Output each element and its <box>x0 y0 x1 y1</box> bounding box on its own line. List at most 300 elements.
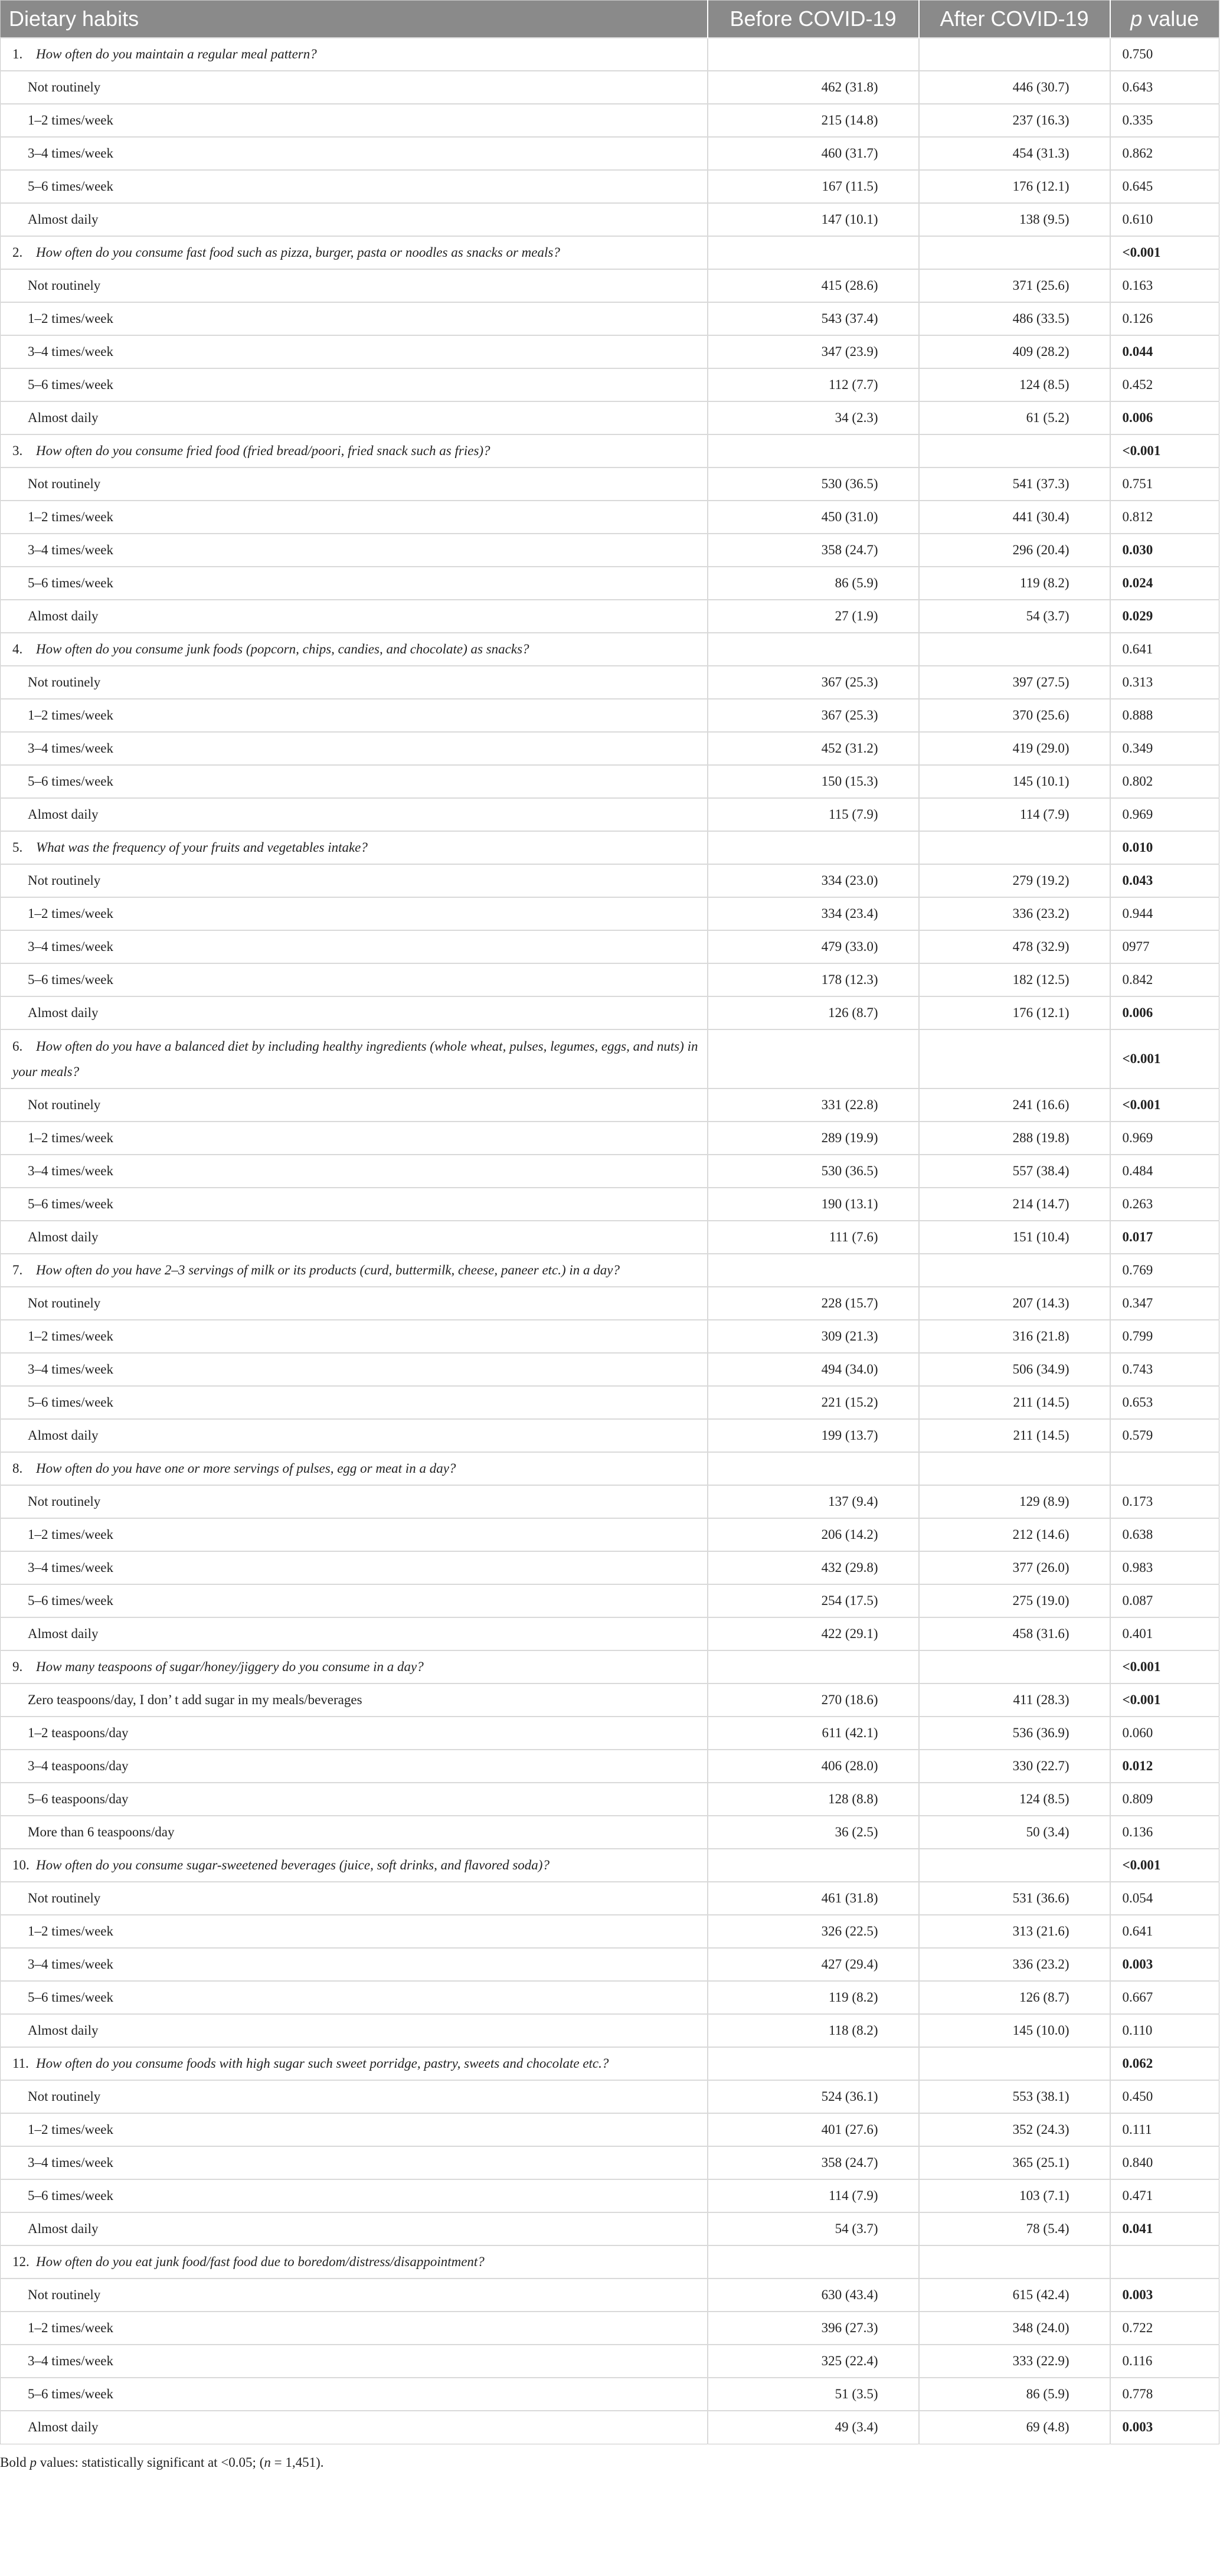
p-value-cell: 0.641 <box>1110 633 1219 666</box>
answer-row <box>1 567 1219 600</box>
answer-label: 1–2 times/week <box>1 2113 708 2146</box>
before-cell: 199 (13.7) <box>708 1419 919 1452</box>
after-cell: 370 (25.6) <box>919 699 1110 732</box>
after-cell <box>919 831 1110 864</box>
footnote-part1: Bold <box>0 2454 30 2470</box>
p-value-cell: 0.802 <box>1110 765 1219 798</box>
answer-row <box>1 1981 1219 2014</box>
answer-row <box>1 203 1219 236</box>
after-cell: 541 (37.3) <box>919 468 1110 501</box>
after-cell: 241 (16.6) <box>919 1088 1110 1122</box>
p-value-cell: 0.116 <box>1110 2345 1219 2378</box>
after-cell: 182 (12.5) <box>919 963 1110 996</box>
before-cell: 49 (3.4) <box>708 2411 919 2444</box>
after-cell <box>919 1254 1110 1287</box>
before-cell: 114 (7.9) <box>708 2179 919 2212</box>
after-cell: 61 (5.2) <box>919 401 1110 434</box>
after-cell: 478 (32.9) <box>919 930 1110 963</box>
before-cell: 118 (8.2) <box>708 2014 919 2047</box>
after-cell: 506 (34.9) <box>919 1353 1110 1386</box>
p-value-cell: 0.173 <box>1110 1485 1219 1518</box>
before-cell <box>708 1452 919 1485</box>
question-number: 12. <box>12 2254 30 2269</box>
question-cell <box>1 2047 708 2080</box>
p-value-cell: 0.012 <box>1110 1750 1219 1783</box>
after-cell: 211 (14.5) <box>919 1419 1110 1452</box>
p-value-cell: 0.010 <box>1110 831 1219 864</box>
p-value-cell: 0.778 <box>1110 2378 1219 2411</box>
before-cell <box>708 434 919 468</box>
p-value-cell: 0.769 <box>1110 1254 1219 1287</box>
answer-row <box>1 699 1219 732</box>
before-cell <box>708 1849 919 1882</box>
after-cell: 336 (23.2) <box>919 1948 1110 1981</box>
p-value-cell: 0.126 <box>1110 302 1219 335</box>
answer-label: 5–6 times/week <box>1 368 708 401</box>
after-cell <box>919 1849 1110 1882</box>
after-cell: 441 (30.4) <box>919 501 1110 534</box>
p-value-cell: 0.313 <box>1110 666 1219 699</box>
answer-label: 3–4 times/week <box>1 732 708 765</box>
before-cell <box>708 2047 919 2080</box>
answer-row <box>1 1783 1219 1816</box>
question-text: How often do you consume foods with high sugar such sweet porridge, pastry, sweets and chocolate etc.? <box>36 2056 609 2071</box>
before-cell: 126 (8.7) <box>708 996 919 1029</box>
after-cell <box>919 1029 1110 1088</box>
p-value-cell: 0.969 <box>1110 798 1219 831</box>
question-text: How often do you have a balanced diet by including healthy ingredients (whole wheat, pulses, legumes, eggs, and nuts) in your meals? <box>12 1039 698 1079</box>
p-value-cell: 0.743 <box>1110 1353 1219 1386</box>
answer-row <box>1 1915 1219 1948</box>
answer-row <box>1 732 1219 765</box>
before-cell: 460 (31.7) <box>708 137 919 170</box>
answer-label: Not routinely <box>1 2080 708 2113</box>
answer-label: Almost daily <box>1 996 708 1029</box>
answer-row <box>1 401 1219 434</box>
p-value-cell: <0.001 <box>1110 1650 1219 1683</box>
answer-label: 3–4 times/week <box>1 1155 708 1188</box>
p-value-cell: 0.840 <box>1110 2146 1219 2179</box>
after-cell: 129 (8.9) <box>919 1485 1110 1518</box>
after-cell: 279 (19.2) <box>919 864 1110 897</box>
answer-label: 5–6 teaspoons/day <box>1 1783 708 1816</box>
p-value-cell: 0.471 <box>1110 2179 1219 2212</box>
p-value-cell: 0.087 <box>1110 1584 1219 1617</box>
answer-label: 5–6 times/week <box>1 170 708 203</box>
answer-row <box>1 1320 1219 1353</box>
question-row <box>1 633 1219 666</box>
answer-row <box>1 104 1219 137</box>
answer-row <box>1 1188 1219 1221</box>
answer-row <box>1 2014 1219 2047</box>
answer-row <box>1 765 1219 798</box>
question-number: 2. <box>12 245 23 260</box>
answer-label: Almost daily <box>1 1617 708 1650</box>
before-cell <box>708 1650 919 1683</box>
before-cell <box>708 831 919 864</box>
answer-label: Zero teaspoons/day, I don’ t add sugar in my meals/beverages <box>1 1683 708 1717</box>
before-cell: 190 (13.1) <box>708 1188 919 1221</box>
after-cell: 536 (36.9) <box>919 1717 1110 1750</box>
after-cell: 454 (31.3) <box>919 137 1110 170</box>
question-row <box>1 236 1219 269</box>
answer-row <box>1 1353 1219 1386</box>
p-value-cell: 0.862 <box>1110 137 1219 170</box>
p-value-cell: 0.003 <box>1110 1948 1219 1981</box>
p-value-cell: 0.799 <box>1110 1320 1219 1353</box>
footnote-p-italic: p <box>30 2454 37 2470</box>
answer-label: Not routinely <box>1 1287 708 1320</box>
answer-row <box>1 2345 1219 2378</box>
answer-row <box>1 1948 1219 1981</box>
after-cell <box>919 2047 1110 2080</box>
before-cell: 254 (17.5) <box>708 1584 919 1617</box>
header-p-value <box>1110 1 1219 38</box>
answer-row <box>1 2278 1219 2312</box>
question-cell <box>1 236 708 269</box>
before-cell: 334 (23.4) <box>708 897 919 930</box>
p-value-cell: 0.349 <box>1110 732 1219 765</box>
before-cell: 524 (36.1) <box>708 2080 919 2113</box>
p-value-cell: 0.003 <box>1110 2411 1219 2444</box>
p-value-cell: 0.944 <box>1110 897 1219 930</box>
after-cell: 151 (10.4) <box>919 1221 1110 1254</box>
before-cell: 215 (14.8) <box>708 104 919 137</box>
after-cell: 138 (9.5) <box>919 203 1110 236</box>
answer-label: Not routinely <box>1 2278 708 2312</box>
before-cell: 36 (2.5) <box>708 1816 919 1849</box>
after-cell: 114 (7.9) <box>919 798 1110 831</box>
answer-row <box>1 2080 1219 2113</box>
p-value-cell: <0.001 <box>1110 236 1219 269</box>
p-value-cell: 0.163 <box>1110 269 1219 302</box>
answer-row <box>1 897 1219 930</box>
answer-label: Not routinely <box>1 1882 708 1915</box>
before-cell: 530 (36.5) <box>708 1155 919 1188</box>
p-value-cell: 0.044 <box>1110 335 1219 368</box>
p-value-cell: 0.003 <box>1110 2278 1219 2312</box>
after-cell: 458 (31.6) <box>919 1617 1110 1650</box>
answer-label: 3–4 times/week <box>1 335 708 368</box>
p-value-cell: 0.347 <box>1110 1287 1219 1320</box>
answer-label: 5–6 times/week <box>1 963 708 996</box>
p-value-cell: 0.110 <box>1110 2014 1219 2047</box>
answer-row <box>1 2312 1219 2345</box>
after-cell: 103 (7.1) <box>919 2179 1110 2212</box>
answer-label: 5–6 times/week <box>1 1584 708 1617</box>
after-cell: 78 (5.4) <box>919 2212 1110 2245</box>
after-cell: 211 (14.5) <box>919 1386 1110 1419</box>
before-cell: 427 (29.4) <box>708 1948 919 1981</box>
question-number: 7. <box>12 1263 23 1277</box>
before-cell: 494 (34.0) <box>708 1353 919 1386</box>
answer-label: 1–2 times/week <box>1 1320 708 1353</box>
after-cell: 316 (21.8) <box>919 1320 1110 1353</box>
question-row <box>1 434 1219 468</box>
answer-label: 3–4 times/week <box>1 2345 708 2378</box>
answer-row <box>1 2179 1219 2212</box>
p-value-cell: <0.001 <box>1110 1849 1219 1882</box>
before-cell: 479 (33.0) <box>708 930 919 963</box>
question-text: How often do you eat junk food/fast food due to boredom/distress/disappointment? <box>36 2254 485 2269</box>
question-cell <box>1 831 708 864</box>
before-cell: 289 (19.9) <box>708 1122 919 1155</box>
answer-label: 3–4 times/week <box>1 2146 708 2179</box>
question-cell <box>1 2245 708 2278</box>
question-text: How often do you consume fried food (fried bread/poori, fried snack such as fries)? <box>36 443 490 458</box>
question-number: 4. <box>12 642 23 656</box>
answer-label: Almost daily <box>1 2212 708 2245</box>
after-cell: 615 (42.4) <box>919 2278 1110 2312</box>
before-cell <box>708 1029 919 1088</box>
answer-row <box>1 1419 1219 1452</box>
answer-label: Almost daily <box>1 2411 708 2444</box>
answer-row <box>1 468 1219 501</box>
answer-label: 3–4 times/week <box>1 1353 708 1386</box>
answer-label: 1–2 times/week <box>1 897 708 930</box>
footnote-part3: values: statistically significant at <0.05; ( <box>36 2454 264 2470</box>
answer-row <box>1 1155 1219 1188</box>
question-number: 3. <box>12 443 23 458</box>
before-cell <box>708 236 919 269</box>
question-cell <box>1 1650 708 1683</box>
before-cell: 167 (11.5) <box>708 170 919 203</box>
answer-row <box>1 1717 1219 1750</box>
before-cell: 34 (2.3) <box>708 401 919 434</box>
p-value-cell: 0.024 <box>1110 567 1219 600</box>
before-cell: 347 (23.9) <box>708 335 919 368</box>
question-number: 1. <box>12 47 23 61</box>
question-cell <box>1 633 708 666</box>
answer-label: 1–2 times/week <box>1 1518 708 1551</box>
after-cell: 119 (8.2) <box>919 567 1110 600</box>
p-value-cell: 0.043 <box>1110 864 1219 897</box>
p-value-cell: <0.001 <box>1110 1029 1219 1088</box>
question-cell <box>1 1849 708 1882</box>
answer-row <box>1 2146 1219 2179</box>
answer-label: 1–2 times/week <box>1 104 708 137</box>
answer-label: 5–6 times/week <box>1 765 708 798</box>
after-cell: 207 (14.3) <box>919 1287 1110 1320</box>
p-value-cell: 0.450 <box>1110 2080 1219 2113</box>
before-cell: 86 (5.9) <box>708 567 919 600</box>
answer-label: Not routinely <box>1 1485 708 1518</box>
question-row <box>1 831 1219 864</box>
answer-row <box>1 1518 1219 1551</box>
answer-label: 3–4 times/week <box>1 930 708 963</box>
after-cell <box>919 38 1110 71</box>
header-dietary-habits: Dietary habits <box>1 1 708 38</box>
answer-row <box>1 2113 1219 2146</box>
before-cell: 112 (7.7) <box>708 368 919 401</box>
answer-row <box>1 71 1219 104</box>
answer-row <box>1 269 1219 302</box>
after-cell: 365 (25.1) <box>919 2146 1110 2179</box>
after-cell: 333 (22.9) <box>919 2345 1110 2378</box>
after-cell: 176 (12.1) <box>919 996 1110 1029</box>
after-cell <box>919 1650 1110 1683</box>
answer-label: 5–6 times/week <box>1 1188 708 1221</box>
answer-row <box>1 864 1219 897</box>
answer-row <box>1 137 1219 170</box>
answer-row <box>1 170 1219 203</box>
after-cell: 557 (38.4) <box>919 1155 1110 1188</box>
before-cell: 367 (25.3) <box>708 666 919 699</box>
p-value-cell: 0.401 <box>1110 1617 1219 1650</box>
answer-label: Not routinely <box>1 1088 708 1122</box>
after-cell: 237 (16.3) <box>919 104 1110 137</box>
before-cell: 415 (28.6) <box>708 269 919 302</box>
after-cell: 176 (12.1) <box>919 170 1110 203</box>
answer-row <box>1 534 1219 567</box>
p-value-cell: 0.888 <box>1110 699 1219 732</box>
answer-row <box>1 1551 1219 1584</box>
p-value-cell <box>1110 1452 1219 1485</box>
after-cell: 145 (10.1) <box>919 765 1110 798</box>
after-cell: 145 (10.0) <box>919 2014 1110 2047</box>
answer-label: Not routinely <box>1 71 708 104</box>
answer-label: Almost daily <box>1 2014 708 2047</box>
answer-row <box>1 2378 1219 2411</box>
p-value-cell: 0.641 <box>1110 1915 1219 1948</box>
p-value-cell: 0.006 <box>1110 996 1219 1029</box>
before-cell: 178 (12.3) <box>708 963 919 996</box>
answer-row <box>1 963 1219 996</box>
question-row <box>1 2047 1219 2080</box>
after-cell: 377 (26.0) <box>919 1551 1110 1584</box>
question-number: 8. <box>12 1461 23 1476</box>
p-value-cell: 0.638 <box>1110 1518 1219 1551</box>
answer-label: 1–2 teaspoons/day <box>1 1717 708 1750</box>
answer-label: 5–6 times/week <box>1 2179 708 2212</box>
after-cell: 446 (30.7) <box>919 71 1110 104</box>
after-cell: 352 (24.3) <box>919 2113 1110 2146</box>
after-cell: 330 (22.7) <box>919 1750 1110 1783</box>
before-cell: 111 (7.6) <box>708 1221 919 1254</box>
before-cell: 54 (3.7) <box>708 2212 919 2245</box>
header-after-covid: After COVID-19 <box>919 1 1110 38</box>
p-value-cell: 0.136 <box>1110 1816 1219 1849</box>
after-cell: 86 (5.9) <box>919 2378 1110 2411</box>
answer-label: Not routinely <box>1 864 708 897</box>
question-text: How often do you consume junk foods (popcorn, chips, candies, and chocolate) as snacks? <box>36 642 529 656</box>
question-text: How often do you have one or more servings of pulses, egg or meat in a day? <box>36 1461 456 1476</box>
answer-label: 3–4 times/week <box>1 137 708 170</box>
p-value-cell: 0.060 <box>1110 1717 1219 1750</box>
answer-row <box>1 996 1219 1029</box>
question-cell <box>1 1254 708 1287</box>
after-cell: 419 (29.0) <box>919 732 1110 765</box>
after-cell <box>919 434 1110 468</box>
answer-row <box>1 2411 1219 2444</box>
answer-label: 5–6 times/week <box>1 1386 708 1419</box>
answer-row <box>1 1816 1219 1849</box>
answer-label: Not routinely <box>1 468 708 501</box>
answer-row <box>1 501 1219 534</box>
before-cell: 27 (1.9) <box>708 600 919 633</box>
before-cell: 309 (21.3) <box>708 1320 919 1353</box>
p-value-cell: 0.643 <box>1110 71 1219 104</box>
p-value-cell: 0.030 <box>1110 534 1219 567</box>
p-value-cell: <0.001 <box>1110 1088 1219 1122</box>
p-value-cell: 0977 <box>1110 930 1219 963</box>
p-value-cell: 0.041 <box>1110 2212 1219 2245</box>
answer-label: 1–2 times/week <box>1 501 708 534</box>
before-cell: 128 (8.8) <box>708 1783 919 1816</box>
question-cell <box>1 38 708 71</box>
p-value-cell: 0.452 <box>1110 368 1219 401</box>
after-cell: 50 (3.4) <box>919 1816 1110 1849</box>
answer-label: Almost daily <box>1 401 708 434</box>
question-number: 5. <box>12 840 23 855</box>
p-value-cell: 0.751 <box>1110 468 1219 501</box>
before-cell: 406 (28.0) <box>708 1750 919 1783</box>
answer-row <box>1 1485 1219 1518</box>
answer-row <box>1 666 1219 699</box>
after-cell <box>919 1452 1110 1485</box>
after-cell <box>919 236 1110 269</box>
after-cell: 371 (25.6) <box>919 269 1110 302</box>
before-cell: 396 (27.3) <box>708 2312 919 2345</box>
after-cell: 126 (8.7) <box>919 1981 1110 2014</box>
question-number: 10. <box>12 1858 30 1872</box>
question-number: 9. <box>12 1659 23 1674</box>
p-value-cell: 0.722 <box>1110 2312 1219 2345</box>
before-cell <box>708 2245 919 2278</box>
before-cell: 325 (22.4) <box>708 2345 919 2378</box>
before-cell: 450 (31.0) <box>708 501 919 534</box>
answer-row <box>1 930 1219 963</box>
after-cell: 54 (3.7) <box>919 600 1110 633</box>
answer-row <box>1 1617 1219 1650</box>
header-before-covid: Before COVID-19 <box>708 1 919 38</box>
before-cell: 422 (29.1) <box>708 1617 919 1650</box>
table-body <box>1 38 1219 2444</box>
answer-row <box>1 1750 1219 1783</box>
answer-row <box>1 1386 1219 1419</box>
answer-row <box>1 1122 1219 1155</box>
before-cell <box>708 38 919 71</box>
question-row <box>1 1254 1219 1287</box>
after-cell: 214 (14.7) <box>919 1188 1110 1221</box>
p-value-cell: 0.054 <box>1110 1882 1219 1915</box>
question-text: How often do you have 2–3 servings of milk or its products (curd, buttermilk, cheese, paneer etc.) in a day? <box>36 1263 620 1277</box>
before-cell: 270 (18.6) <box>708 1683 919 1717</box>
after-cell <box>919 2245 1110 2278</box>
answer-label: 1–2 times/week <box>1 302 708 335</box>
p-value-cell: 0.750 <box>1110 38 1219 71</box>
question-cell <box>1 434 708 468</box>
p-value-cell: <0.001 <box>1110 1683 1219 1717</box>
after-cell: 409 (28.2) <box>919 335 1110 368</box>
after-cell: 275 (19.0) <box>919 1584 1110 1617</box>
header-p-rest: value <box>1142 6 1199 31</box>
before-cell: 119 (8.2) <box>708 1981 919 2014</box>
answer-label: Almost daily <box>1 600 708 633</box>
question-text: How many teaspoons of sugar/honey/jiggery do you consume in a day? <box>36 1659 424 1674</box>
p-value-cell: 0.484 <box>1110 1155 1219 1188</box>
answer-row <box>1 368 1219 401</box>
after-cell: 212 (14.6) <box>919 1518 1110 1551</box>
answer-row <box>1 2212 1219 2245</box>
before-cell: 334 (23.0) <box>708 864 919 897</box>
after-cell: 296 (20.4) <box>919 534 1110 567</box>
before-cell: 358 (24.7) <box>708 534 919 567</box>
before-cell: 137 (9.4) <box>708 1485 919 1518</box>
question-number: 11. <box>12 2056 29 2071</box>
before-cell: 462 (31.8) <box>708 71 919 104</box>
question-row <box>1 1452 1219 1485</box>
